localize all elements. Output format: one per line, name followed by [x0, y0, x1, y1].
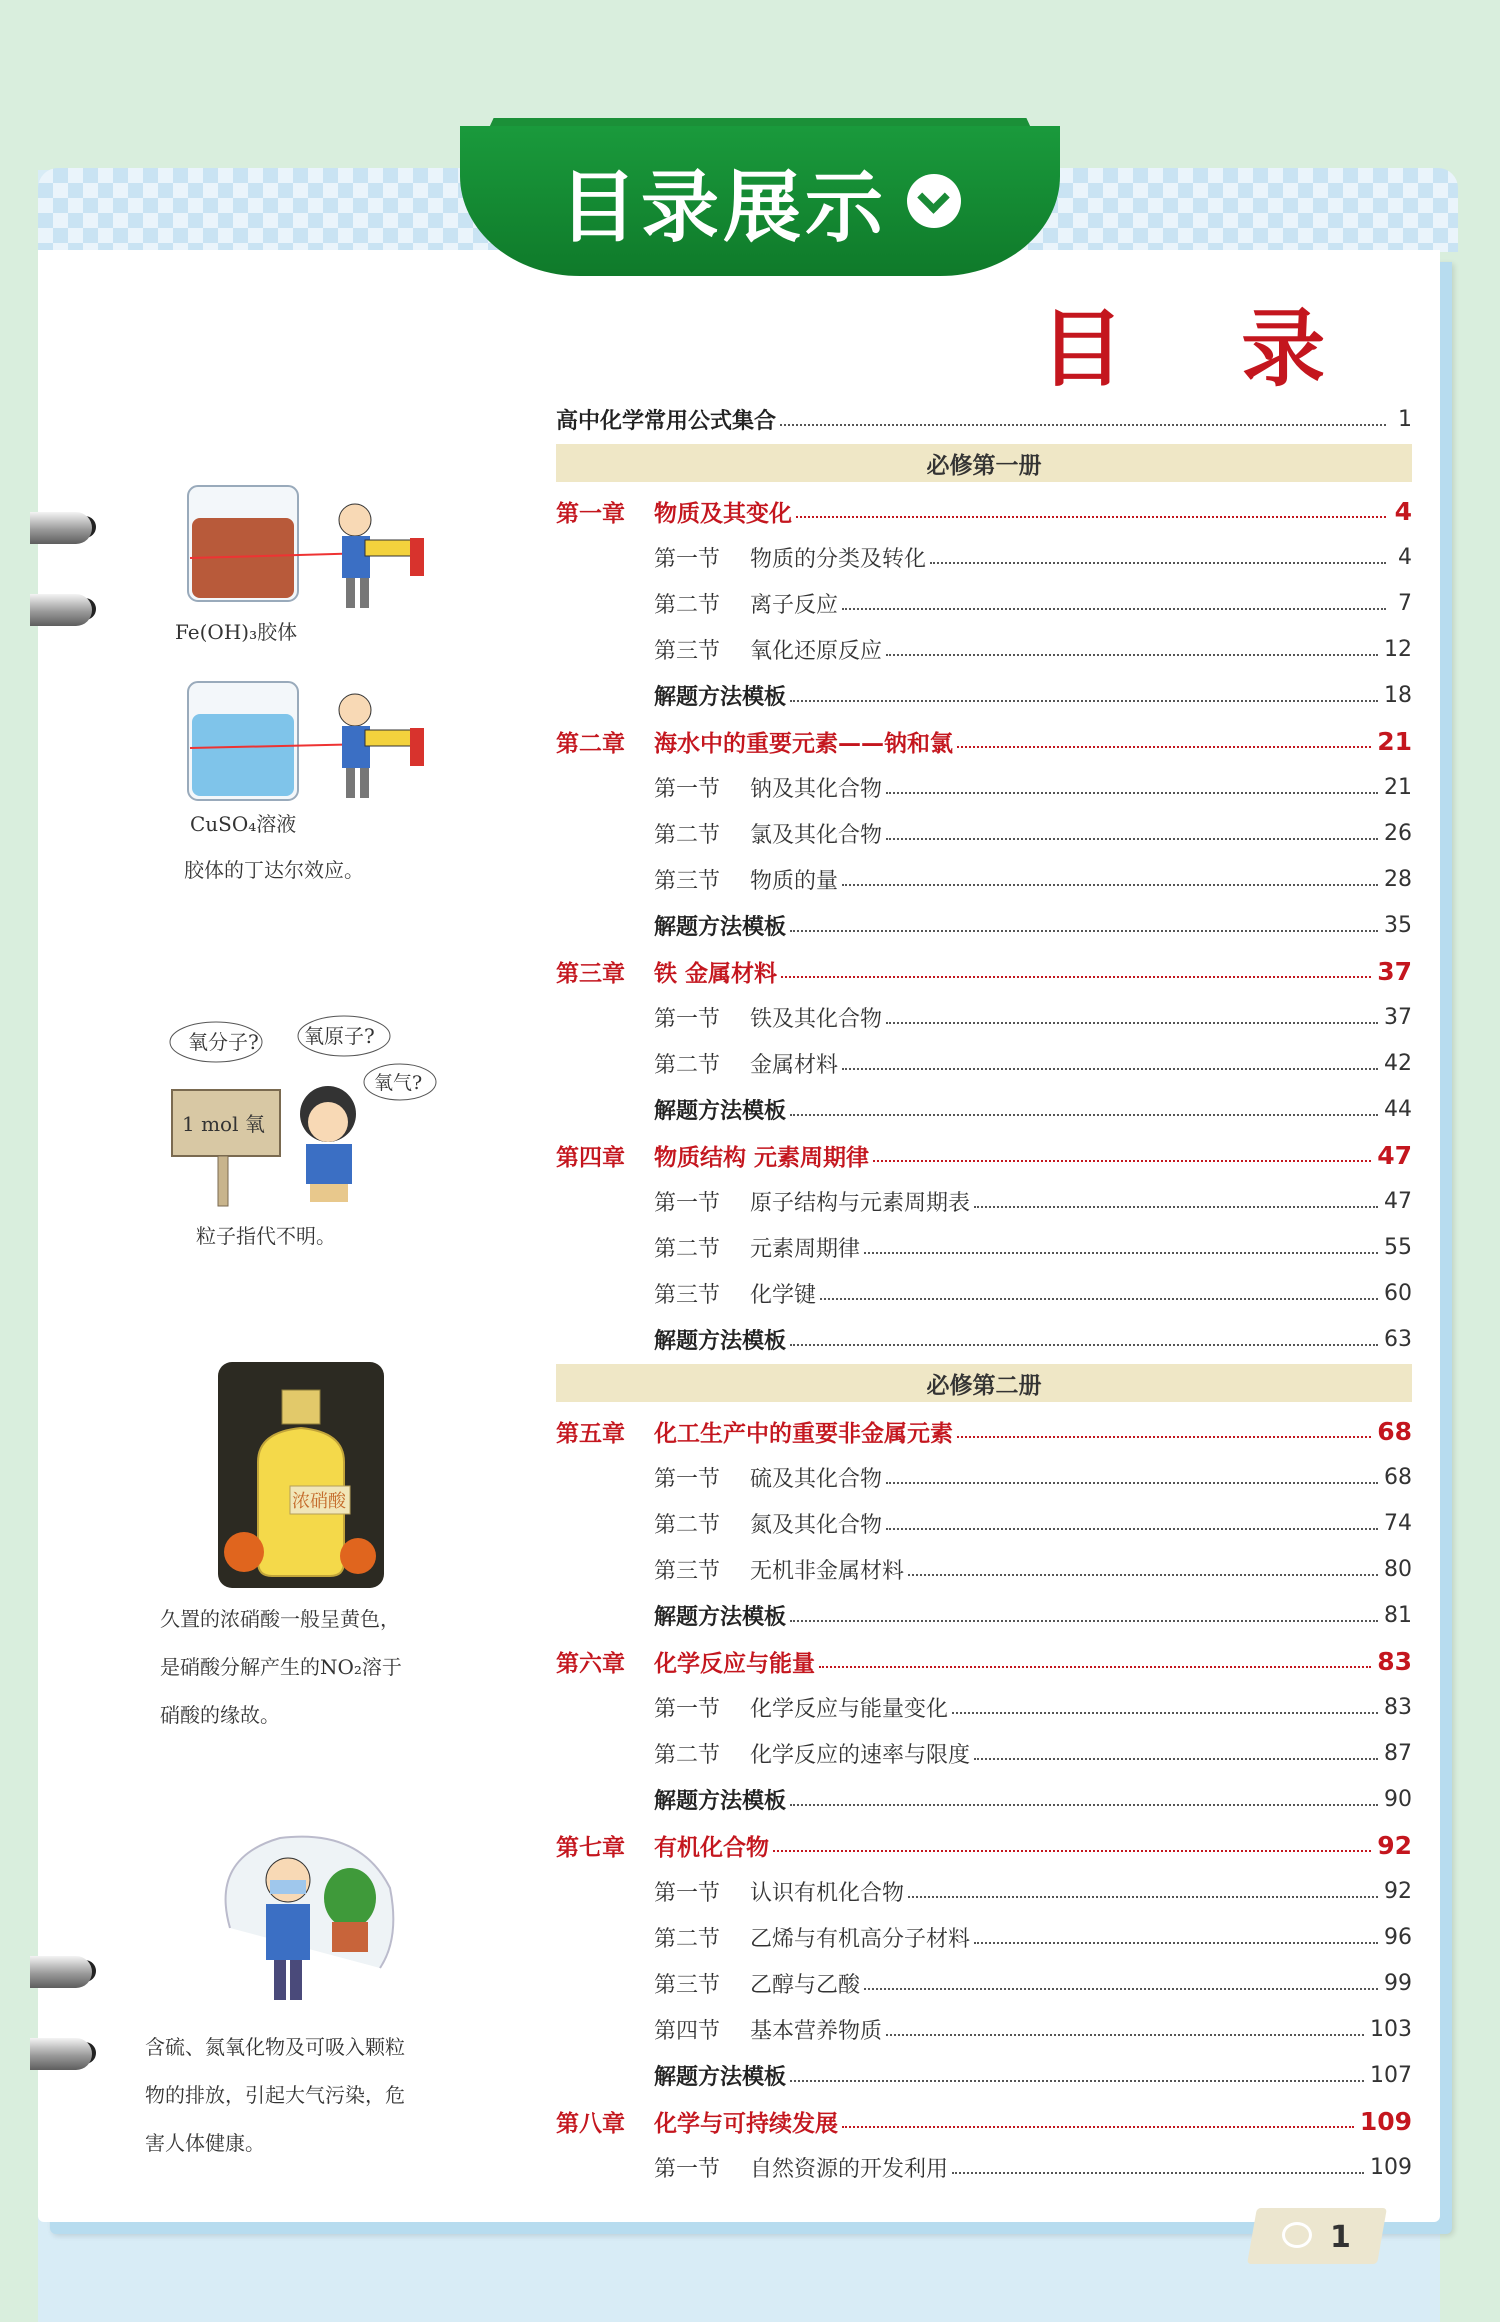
section-title: 化学反应的速率与限度: [750, 1742, 971, 1768]
section-label: 第二节: [654, 1742, 721, 1768]
toc-title: 目 录: [1040, 299, 1370, 398]
section-title: 元素周期律: [750, 1236, 861, 1262]
leader-dots: [773, 1850, 1371, 1852]
section-label: 第三节: [654, 638, 721, 664]
leader-dots: [908, 1896, 1378, 1898]
bubble-oxygen-molecule: 氧分子?: [188, 1030, 259, 1054]
section-title: 原子结构与元素周期表: [750, 1190, 971, 1216]
section-row[interactable]: [556, 1546, 1412, 1592]
leader-dots: [886, 2034, 1364, 2036]
page-number: 44: [1384, 1096, 1412, 1122]
page-number: 81: [1384, 1602, 1412, 1628]
page-number: 47: [1377, 1140, 1412, 1170]
method-title: 解题方法模板: [654, 684, 787, 710]
particle-caption: 粒子指代不明。: [196, 1224, 336, 1248]
leader-dots: [790, 1114, 1378, 1116]
page-number: 18: [1384, 682, 1412, 708]
nitric-acid-bottle-photo: [218, 1362, 384, 1588]
section-label: 第二节: [654, 592, 721, 618]
section-title: 化学反应与能量变化: [750, 1696, 949, 1722]
page-number: 83: [1377, 1646, 1412, 1676]
section-label: 第二节: [654, 1052, 721, 1078]
section-title: 乙醇与乙酸: [750, 1972, 861, 1998]
section-title: 氮及其化合物: [750, 1512, 883, 1538]
chapter-title: 化学反应与能量: [654, 1650, 815, 1677]
chapter-title: 化工生产中的重要非金属元素: [654, 1420, 953, 1447]
page-number: 83: [1384, 1694, 1412, 1720]
section-row[interactable]: [556, 856, 1412, 902]
chapter-label: 第一章: [556, 500, 625, 527]
chapter-title: 化学与可持续发展: [654, 2110, 838, 2137]
leader-dots: [790, 2080, 1364, 2082]
section-title: 认识有机化合物: [750, 1880, 905, 1906]
leader-dots: [952, 2172, 1364, 2174]
pollution-caption-line: 含硫、氮氧化物及可吸入颗粒: [145, 2035, 405, 2059]
leader-dots: [873, 1160, 1371, 1162]
leader-dots: [790, 700, 1378, 702]
pollution-caption-line: 物的排放，引起大气污染，危: [145, 2083, 405, 2107]
section-row[interactable]: [556, 2006, 1412, 2052]
section-label: 第二节: [654, 1236, 721, 1262]
binder-ring: [30, 1952, 92, 1992]
beaker-feoh3-illustration: [170, 478, 430, 613]
binder-ring: [30, 508, 92, 548]
section-row[interactable]: [556, 1040, 1412, 1086]
toc-intro-row[interactable]: [556, 396, 1412, 442]
page-number: 26: [1384, 820, 1412, 846]
page-number: 35: [1384, 912, 1412, 938]
section-title: 乙烯与有机高分子材料: [750, 1926, 971, 1952]
section-title: 离子反应: [750, 592, 839, 618]
chapter-label: 第五章: [556, 1420, 625, 1447]
book-section-header: 必修第二册: [556, 1364, 1412, 1402]
section-label: 第一节: [654, 1006, 721, 1032]
leader-dots: [886, 654, 1378, 656]
chapter-label: 第二章: [556, 730, 625, 757]
method-title: 解题方法模板: [654, 1788, 787, 1814]
page-number: 21: [1384, 774, 1412, 800]
leader-dots: [886, 1022, 1378, 1024]
leader-dots: [842, 1068, 1378, 1070]
page-number-tab: [1247, 2208, 1387, 2264]
section-label: 第一节: [654, 546, 721, 572]
intro-label: 高中化学常用公式集合: [556, 408, 777, 434]
section-label: 第二节: [654, 1926, 721, 1952]
page-number: 47: [1384, 1188, 1412, 1214]
chapter-row[interactable]: [556, 1638, 1412, 1684]
page-number: 12: [1384, 636, 1412, 662]
chapter-row[interactable]: [556, 488, 1412, 534]
page-number-label: 1: [1330, 2220, 1351, 2255]
leader-dots: [790, 1344, 1378, 1346]
leader-dots: [957, 746, 1371, 748]
page-number: 4: [1394, 496, 1412, 526]
page-number: 21: [1377, 726, 1412, 756]
leader-dots: [974, 1758, 1378, 1760]
section-row[interactable]: [556, 534, 1412, 580]
binder-ring: [30, 2034, 92, 2074]
method-row[interactable]: [556, 1592, 1412, 1638]
leader-dots: [886, 838, 1378, 840]
section-label: 第四节: [654, 2018, 721, 2044]
refresh-icon: [1282, 2222, 1312, 2248]
chapter-row[interactable]: [556, 1408, 1412, 1454]
leader-dots: [886, 1528, 1378, 1530]
method-title: 解题方法模板: [654, 2064, 787, 2090]
section-label: 第三节: [654, 868, 721, 894]
leader-dots: [974, 1942, 1378, 1944]
chapter-label: 第七章: [556, 1834, 625, 1861]
section-title: 氧化还原反应: [750, 638, 883, 664]
method-row[interactable]: [556, 672, 1412, 718]
page-number: 7: [1398, 590, 1412, 616]
header-banner: [420, 118, 1100, 278]
leader-dots: [957, 1436, 1371, 1438]
leader-dots: [908, 1574, 1378, 1576]
bubble-oxygen-atom: 氧原子?: [304, 1024, 375, 1048]
leader-dots: [842, 608, 1386, 610]
section-row[interactable]: [556, 1270, 1412, 1316]
section-row[interactable]: [556, 1684, 1412, 1730]
section-row[interactable]: [556, 994, 1412, 1040]
beaker-cuso4-illustration: [170, 670, 430, 810]
section-title: 物质的量: [750, 868, 839, 894]
section-label: 第三节: [654, 1972, 721, 1998]
nitric-caption-line: 久置的浓硝酸一般呈黄色，: [160, 1607, 400, 1631]
leader-dots: [886, 792, 1378, 794]
chapter-label: 第六章: [556, 1650, 625, 1677]
method-row[interactable]: [556, 902, 1412, 948]
page-number: 55: [1384, 1234, 1412, 1260]
nitric-caption-line: 是硝酸分解产生的NO₂溶于: [160, 1655, 402, 1679]
chevron-down-icon: [907, 174, 961, 228]
section-title: 化学键: [750, 1282, 817, 1308]
section-title: 基本营养物质: [750, 2018, 883, 2044]
section-label: 第三节: [654, 1282, 721, 1308]
section-row[interactable]: [556, 1224, 1412, 1270]
leader-dots: [930, 562, 1386, 564]
method-row[interactable]: [556, 2052, 1412, 2098]
page-number: 90: [1384, 1786, 1412, 1812]
page-number: 80: [1384, 1556, 1412, 1582]
page-number: 68: [1377, 1416, 1412, 1446]
page-number: 107: [1370, 2062, 1412, 2088]
section-row[interactable]: [556, 764, 1412, 810]
chapter-label: 第八章: [556, 2110, 625, 2137]
nitric-caption-line: 硝酸的缘故。: [160, 1703, 280, 1727]
section-row[interactable]: [556, 626, 1412, 672]
page-number: 87: [1384, 1740, 1412, 1766]
page-number: 60: [1384, 1280, 1412, 1306]
chapter-row[interactable]: [556, 1132, 1412, 1178]
leader-dots: [886, 1482, 1378, 1484]
chapter-title: 有机化合物: [654, 1834, 769, 1861]
section-label: 第一节: [654, 1880, 721, 1906]
leader-dots: [864, 1252, 1378, 1254]
section-row[interactable]: [556, 1914, 1412, 1960]
page-number: 1: [1398, 406, 1412, 432]
page-number: 42: [1384, 1050, 1412, 1076]
page-number: 68: [1384, 1464, 1412, 1490]
page-number: 92: [1384, 1878, 1412, 1904]
sign-text: 1 mol 氧: [182, 1112, 265, 1136]
leader-dots: [796, 516, 1386, 518]
section-title: 物质的分类及转化: [750, 546, 927, 572]
method-row[interactable]: [556, 1776, 1412, 1822]
section-row[interactable]: [556, 810, 1412, 856]
leader-dots: [842, 884, 1378, 886]
page-number: 4: [1398, 544, 1412, 570]
method-title: 解题方法模板: [654, 1604, 787, 1630]
page-number: 109: [1370, 2154, 1412, 2180]
section-title: 硫及其化合物: [750, 1466, 883, 1492]
method-row[interactable]: [556, 1316, 1412, 1362]
leader-dots: [820, 1298, 1378, 1300]
air-pollution-illustration: [190, 1818, 410, 2008]
page-number: 28: [1384, 866, 1412, 892]
chapter-row[interactable]: [556, 1822, 1412, 1868]
section-title: 无机非金属材料: [750, 1558, 905, 1584]
section-label: 第一节: [654, 1466, 721, 1492]
section-row[interactable]: [556, 1454, 1412, 1500]
leader-dots: [790, 1620, 1378, 1622]
method-title: 解题方法模板: [654, 1098, 787, 1124]
pollution-caption-line: 害人体健康。: [145, 2131, 265, 2155]
section-label: 第一节: [654, 1696, 721, 1722]
page-number: 74: [1384, 1510, 1412, 1536]
chapter-title: 铁 金属材料: [654, 960, 778, 987]
book-section-header: 必修第一册: [556, 444, 1412, 482]
section-label: 第一节: [654, 1190, 721, 1216]
section-row[interactable]: [556, 1960, 1412, 2006]
binder-ring: [30, 590, 92, 630]
chapter-title: 物质及其变化: [654, 500, 792, 527]
page-number: 109: [1359, 2106, 1412, 2136]
leader-dots: [780, 424, 1386, 426]
section-title: 自然资源的开发利用: [750, 2156, 949, 2182]
method-title: 解题方法模板: [654, 1328, 787, 1354]
page-number: 37: [1384, 1004, 1412, 1030]
leader-dots: [974, 1206, 1378, 1208]
cuso4-caption: CuSO₄溶液: [190, 812, 297, 836]
section-label: 第三节: [654, 1558, 721, 1584]
section-row[interactable]: [556, 1868, 1412, 1914]
feoh3-caption: Fe(OH)₃胶体: [175, 620, 298, 644]
leader-dots: [864, 1988, 1378, 1990]
chapter-label: 第三章: [556, 960, 625, 987]
section-row[interactable]: [556, 580, 1412, 626]
section-title: 氯及其化合物: [750, 822, 883, 848]
section-title: 钠及其化合物: [750, 776, 883, 802]
page-number: 96: [1384, 1924, 1412, 1950]
section-label: 第二节: [654, 1512, 721, 1538]
section-row[interactable]: [556, 2144, 1412, 2190]
section-row[interactable]: [556, 1730, 1412, 1776]
chapter-title: 物质结构 元素周期律: [654, 1144, 870, 1171]
page-number: 103: [1370, 2016, 1412, 2042]
mole-confusion-illustration: [168, 1010, 448, 1210]
chapter-row[interactable]: [556, 2098, 1412, 2144]
bottle-label: 浓硝酸: [292, 1491, 346, 1512]
chapter-label: 第四章: [556, 1144, 625, 1171]
section-title: 铁及其化合物: [750, 1006, 883, 1032]
section-label: 第一节: [654, 776, 721, 802]
section-row[interactable]: [556, 1500, 1412, 1546]
section-row[interactable]: [556, 1178, 1412, 1224]
leader-dots: [952, 1712, 1378, 1714]
banner-title: 目录展示: [558, 163, 887, 253]
leader-dots: [790, 930, 1378, 932]
bubble-oxygen-gas: 氧气?: [374, 1072, 423, 1094]
chapter-row[interactable]: [556, 948, 1412, 994]
chapter-title: 海水中的重要元素——钠和氯: [654, 730, 953, 757]
page-number: 92: [1377, 1830, 1412, 1860]
method-title: 解题方法模板: [654, 914, 787, 940]
table-of-contents: [556, 396, 1412, 2190]
leader-dots: [790, 1804, 1378, 1806]
page-number: 37: [1377, 956, 1412, 986]
page-number: 63: [1384, 1326, 1412, 1352]
page-number: 99: [1384, 1970, 1412, 1996]
leader-dots: [781, 976, 1371, 978]
section-label: 第一节: [654, 2156, 721, 2182]
section-title: 金属材料: [750, 1052, 839, 1078]
leader-dots: [842, 2126, 1354, 2128]
tyndall-caption: 胶体的丁达尔效应。: [184, 858, 364, 882]
leader-dots: [819, 1666, 1371, 1668]
method-row[interactable]: [556, 1086, 1412, 1132]
chapter-row[interactable]: [556, 718, 1412, 764]
section-label: 第二节: [654, 822, 721, 848]
